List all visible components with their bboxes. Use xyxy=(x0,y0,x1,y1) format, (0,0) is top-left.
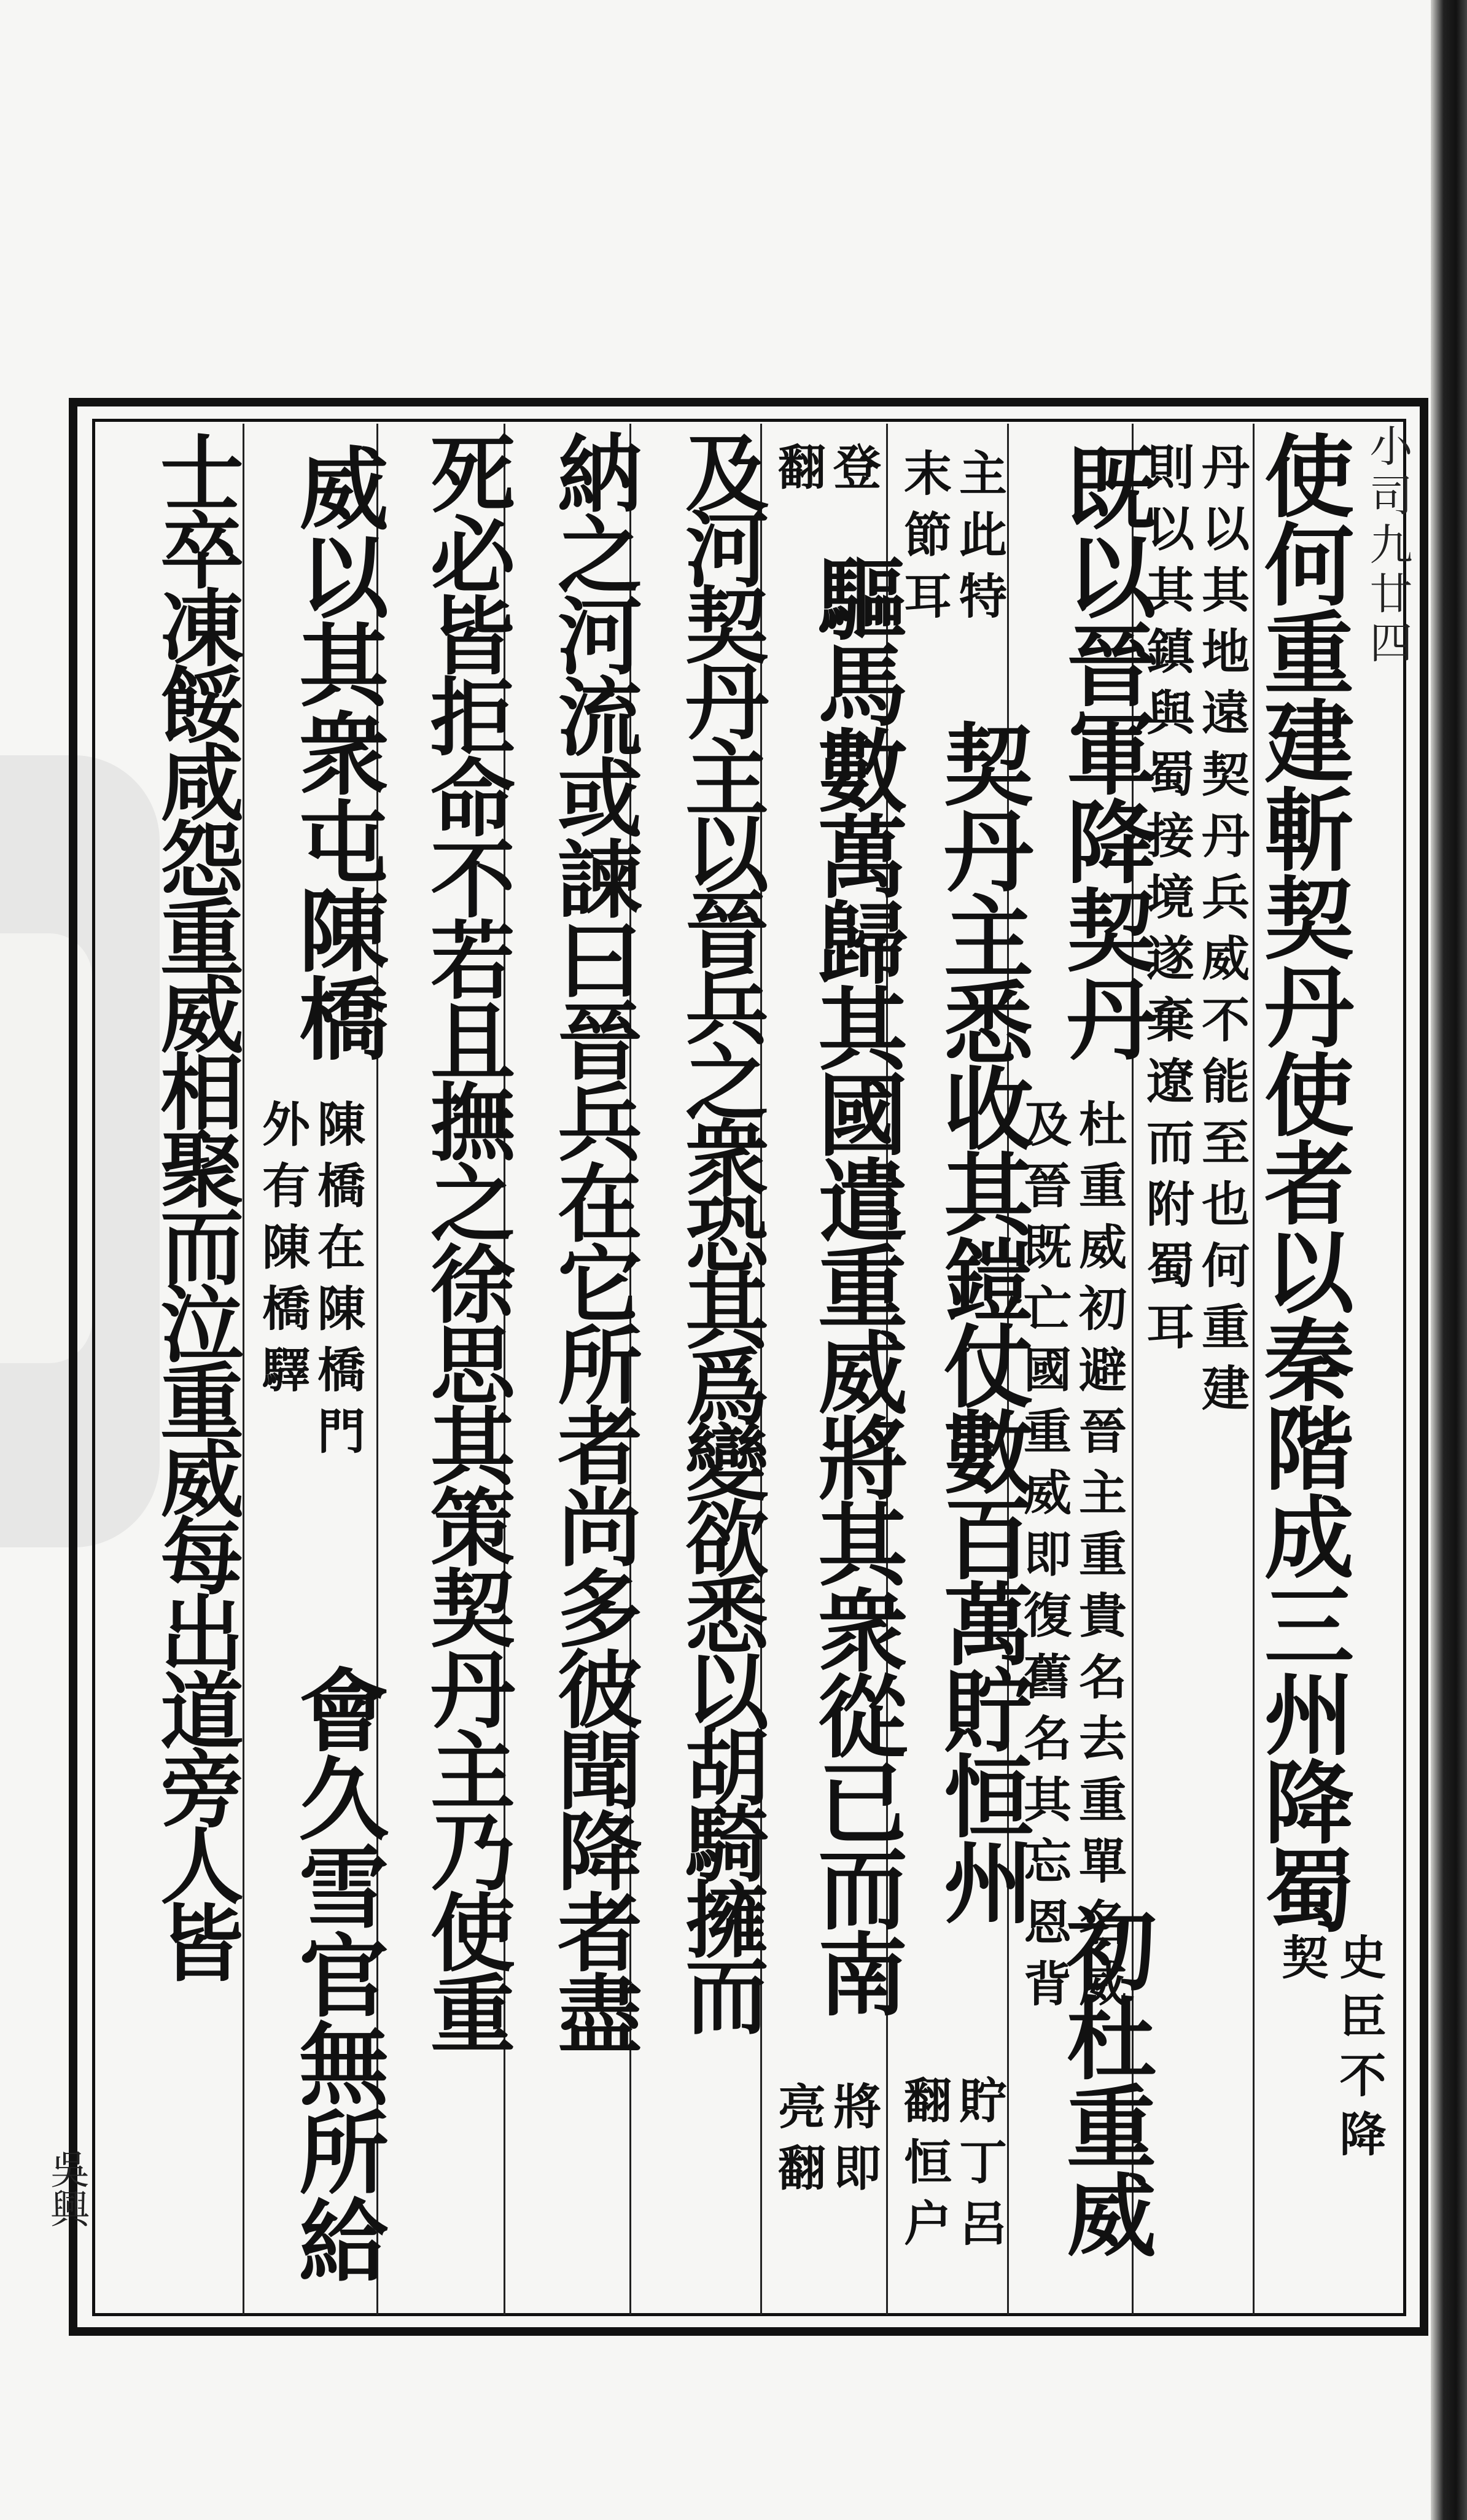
annotation-right: 登 xyxy=(825,442,881,504)
text-column-9 xyxy=(252,430,389,2309)
main-text-continued: 會久雪官無所給 xyxy=(284,1664,389,2283)
main-text-continued: 初杜重威 xyxy=(1051,1904,1156,2257)
main-text: 契丹主悉收其鎧仗數百萬貯恒州 xyxy=(928,718,1033,1922)
text-column-4 xyxy=(896,430,1033,2309)
annotation-right: 杜重威初避晉主重貴名去重單名威 xyxy=(1071,1099,1127,2020)
annotation-left: 末節耳 xyxy=(896,448,952,632)
text-column-3 xyxy=(1016,430,1156,2309)
main-text: 使何重建斬契丹使者以秦階成三州降蜀 xyxy=(1249,430,1354,1933)
annotation-left: 翻 xyxy=(770,442,826,504)
annotation-right: 陳橋在陳橋門 xyxy=(309,1099,365,1468)
main-text: 及河契丹主以晉兵之衆恐其爲變欲悉以胡騎擁而 xyxy=(671,430,769,2029)
text-column-5 xyxy=(770,430,908,2309)
text-column-1 xyxy=(1249,430,1388,2309)
text-column-10 xyxy=(114,430,244,2309)
main-text: 死必皆拒命不若且撫之徐思其策契丹主乃使重 xyxy=(416,430,516,2051)
annotation-left: 及晉既亡國重威即復舊名其忘恩背 xyxy=(1016,1099,1072,2020)
margin-header: 小司九廿四 xyxy=(1363,424,1413,669)
main-text: 威以其衆屯陳橋 xyxy=(284,442,389,1061)
annotation: 史臣不降契 xyxy=(1274,1933,1387,2169)
collector-seal: 吳興 xyxy=(44,2149,89,2228)
annotation-left: 外有陳橋驛 xyxy=(254,1099,310,1406)
annotation-left: 則以其鎮與蜀接境遂棄遼而附蜀耳 xyxy=(1138,442,1194,1363)
binding-fold xyxy=(1431,0,1467,2520)
main-text: 士卒凍餒咸怨重威相聚而泣重威每出道旁人皆 xyxy=(146,430,244,1977)
annotation-left-2: 亮翻 xyxy=(770,2082,826,2204)
main-text: 既以晉軍降契丹 xyxy=(1051,442,1156,1061)
text-column-8 xyxy=(386,430,516,2309)
annotation-right: 丹以其地遠契丹兵威不能至也何重建 xyxy=(1194,442,1250,1425)
text-column-2 xyxy=(1138,430,1253,2309)
main-text: 納之河流或諫曰晉兵在它所者尚多彼聞降者盡 xyxy=(543,430,644,2051)
annotation-right: 主此特 xyxy=(951,448,1007,632)
text-column-6 xyxy=(639,430,769,2309)
annotation-right-2: 貯丁呂 xyxy=(951,2075,1007,2260)
text-column-7 xyxy=(513,430,644,2309)
main-text: 驅馬數萬歸其國遣重威將其衆從已而南 xyxy=(803,553,908,2014)
annotation-right-2: 將即 xyxy=(825,2082,881,2204)
annotation-left-2: 翻恒户 xyxy=(896,2075,952,2260)
